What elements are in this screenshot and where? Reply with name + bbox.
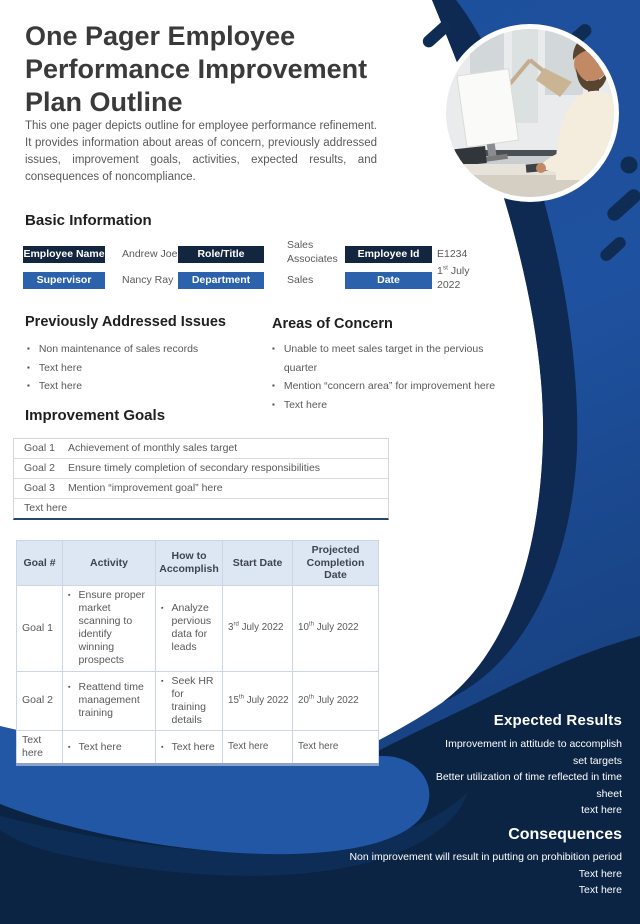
list-item (27, 340, 252, 359)
cell-text: Text here (78, 740, 122, 753)
goal-row (14, 499, 388, 518)
bullet-icon: ▪ (272, 399, 275, 409)
bullet-icon: ▪ (68, 743, 71, 751)
cell-text: Ensure proper market scanning to identify winning prospects (78, 588, 146, 667)
expected-result-line: set targets (572, 754, 622, 767)
goal-text: Achievement of monthly sales target (67, 442, 238, 454)
cell-text: Text here (171, 740, 215, 753)
how-cell (156, 731, 223, 765)
activity-cell (63, 731, 156, 765)
goal-row (14, 479, 388, 499)
goal-number: Goal 1 (24, 442, 55, 454)
goal-row (14, 459, 388, 479)
list-item-text: Text here (283, 398, 328, 411)
column-header: How to Accomplish (156, 541, 223, 586)
activity-cell (63, 671, 156, 731)
column-header: Goal # (17, 541, 63, 586)
goal-cell: Goal 2 (17, 671, 63, 731)
areas-of-concern-list (272, 340, 509, 414)
list-item-text: Text here (38, 380, 83, 392)
list-item (27, 359, 252, 378)
date-rest: July 2022 (243, 694, 289, 706)
expected-result-line: Improvement in attitude to accomplish (445, 738, 622, 750)
consequence-line: Non improvement will result in putting on prohibition period (349, 850, 622, 863)
expected-results-heading: Expected Results (493, 712, 622, 729)
cell-text: Analyze pervious data for leads (171, 601, 212, 654)
list-item (27, 377, 252, 396)
basic-information-heading: Basic Information (25, 212, 152, 229)
goal-number: Goal 2 (24, 462, 55, 474)
areas-of-concern-heading: Areas of Concern (272, 316, 393, 332)
activity-cell (63, 585, 156, 671)
page-title: One Pager Employee Performance Improvement Plan Outline (25, 21, 368, 117)
completion-date-cell (293, 585, 379, 671)
previously-addressed-list (27, 340, 252, 396)
goal-text: Mention “improvement goal” here (67, 482, 223, 494)
list-item (272, 340, 509, 377)
date-num: 20 (298, 694, 309, 706)
supervisor-label: Supervisor (23, 272, 105, 289)
expected-result-line: sheet (596, 787, 622, 800)
bullet-icon: ▪ (27, 381, 30, 390)
date-value (437, 265, 487, 292)
goal-text: Text here (24, 502, 68, 514)
employee-id-value: E1234 (437, 248, 468, 260)
date-ordinal: th (238, 694, 244, 701)
date-label: Date (345, 272, 432, 289)
column-header: Activity (63, 541, 156, 586)
goal-cell: Goal 1 (17, 585, 63, 671)
intro-paragraph: This one pager depicts outline for employee performance refinement. It provides information about areas of concern, previously addressed issues, improvement goals, activities, expected results, and consequences of noncompliance. (25, 120, 377, 184)
date-rest: July 2022 (238, 622, 284, 634)
table-header-row (17, 541, 379, 586)
list-item-text: Mention “concern area” for improvement here (283, 380, 496, 392)
consequence-line: Text here (578, 867, 622, 880)
improvement-goals-heading: Improvement Goals (25, 407, 166, 424)
column-header: Start Date (223, 541, 293, 586)
goal-number: Goal 3 (24, 482, 55, 494)
bullet-icon: ▪ (272, 344, 275, 353)
date-num: 3 (228, 622, 234, 634)
role-title-label: Role/Title (178, 246, 264, 263)
date-ordinal: th (308, 694, 314, 701)
department-label: Department (178, 272, 264, 289)
date-day: 1 (437, 265, 443, 277)
employee-name-value: Andrew Joe (122, 248, 178, 260)
column-header: Projected Completion Date (293, 541, 379, 586)
how-cell (156, 671, 223, 731)
cell-text: Text here (228, 741, 269, 753)
goal-cell: Text here (17, 731, 63, 765)
date-ordinal: rd (233, 621, 239, 628)
date-num: 15 (228, 694, 239, 706)
list-item-text: Unable to meet sales target in the pervious quarter (283, 343, 484, 374)
improvement-goals-list (13, 438, 389, 520)
table-row (17, 585, 379, 671)
cell-text: Text here (298, 741, 339, 753)
expected-result-line: text here (581, 804, 622, 817)
list-item (272, 377, 509, 396)
date-rest: July 2022 (313, 694, 359, 706)
bullet-icon: ▪ (161, 677, 164, 685)
list-item-text: Non maintenance of sales records (38, 343, 199, 355)
bullet-icon: ▪ (161, 743, 164, 751)
bullet-icon: ▪ (68, 591, 71, 599)
start-date-cell (223, 585, 293, 671)
bullet-icon: ▪ (161, 604, 164, 612)
bullet-icon: ▪ (27, 344, 30, 353)
role-title-value: Sales Associates (287, 239, 338, 265)
employee-name-label: Employee Name (23, 246, 105, 263)
department-value: Sales (287, 274, 314, 286)
previously-addressed-heading: Previously Addressed Issues (25, 314, 226, 330)
date-rest: July 2022 (313, 622, 359, 634)
date-rest: July 2022 (437, 265, 470, 291)
goal-text: Ensure timely completion of secondary responsibilities (67, 462, 321, 474)
bullet-icon: ▪ (27, 362, 30, 372)
supervisor-value: Nancy Ray (122, 274, 174, 286)
bullet-icon: ▪ (68, 684, 71, 692)
cell-text: Reattend time management training (78, 681, 144, 720)
consequences-heading: Consequences (508, 825, 622, 843)
employee-id-label: Employee Id (345, 246, 432, 263)
date-ordinal: th (308, 621, 314, 628)
goal-row (14, 439, 388, 459)
how-cell (156, 585, 223, 671)
list-item (272, 396, 509, 415)
cell-text: Seek HR for training details (171, 674, 214, 726)
list-item-text: Text here (38, 361, 83, 374)
date-ordinal: st (442, 264, 448, 272)
bullet-icon: ▪ (272, 381, 275, 390)
date-num: 10 (298, 622, 309, 634)
results-consequences-block (282, 712, 622, 899)
expected-result-line: Better utilization of time reflected in time (435, 771, 622, 784)
consequence-line: Text here (578, 884, 622, 897)
